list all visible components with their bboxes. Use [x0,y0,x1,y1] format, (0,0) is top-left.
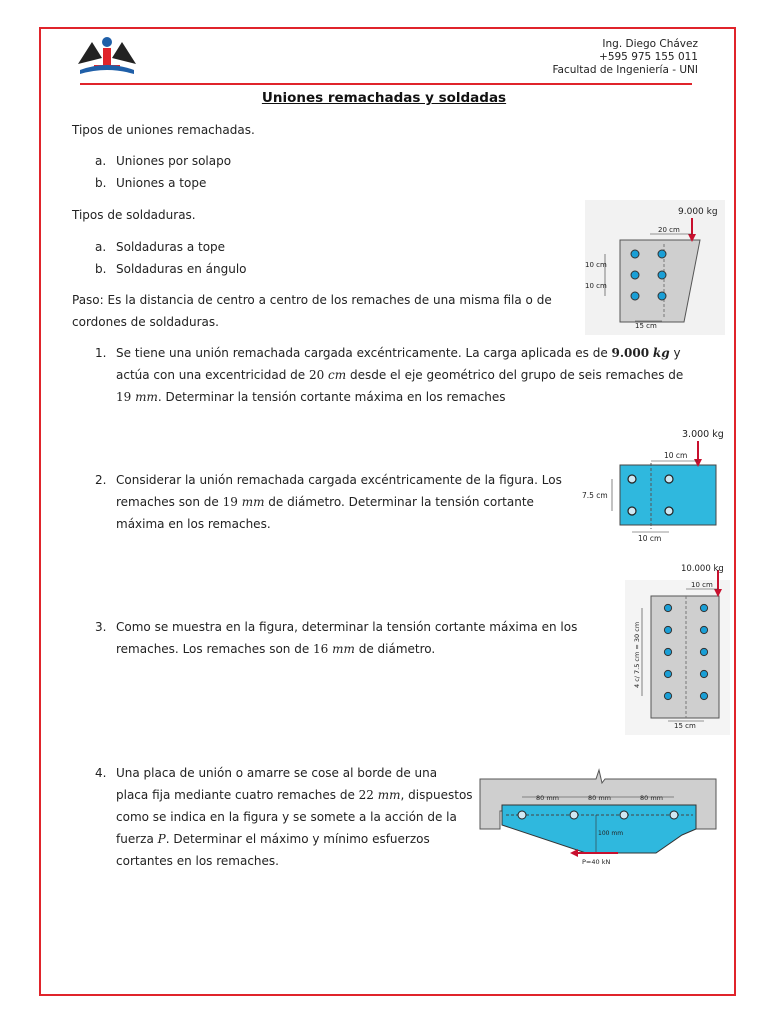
math-unit: mm [377,788,401,802]
math-unit: mm [135,390,158,404]
rivet [700,626,707,633]
text-span: de diámetro. [354,642,436,656]
dimension-label: 10 cm [638,534,662,543]
paso-line1: Es la distancia de centro a centro de los remaches de una misma fila o de [107,293,552,307]
math-value: 22 [358,788,374,802]
university-logo-icon [76,34,138,76]
page-title: Uniones remachadas y soldadas [261,90,507,106]
figure-2-diagram [580,425,730,545]
problem-1-line3 [116,386,505,408]
list-marker: b. [95,176,107,190]
rivet [620,811,628,819]
math-unit: cm [328,368,347,382]
math-value: 20 [308,368,325,382]
rivet [631,292,639,300]
dimension-label: 4 c/ 7.5 cm = 30 cm [633,621,641,688]
problem-number: 2. [95,473,107,487]
header-info [552,38,698,77]
text-span: placa fija mediante cuatro remaches de [116,788,359,802]
list-marker: b. [95,262,107,276]
rivet [658,292,666,300]
figure-3-diagram [625,560,730,735]
rivet [700,670,707,677]
math-unit: kg [652,346,670,360]
problem-3-line1: Como se muestra en la figura, determinar la tensión cortante máxima en los [116,620,578,634]
rivet [664,626,671,633]
faculty-name: Facultad de Ingeniería - UNI [552,64,698,76]
text-span: , dispuestos [400,788,473,802]
text-span: . Determinar la tensión cortante máxima en los remaches [157,390,506,404]
header-divider [80,83,692,85]
problem-4-line4 [116,828,430,850]
load-label: 9.000 kg [678,207,718,217]
rivet [664,604,671,611]
list-marker: a. [95,154,107,168]
problem-2-line2 [116,491,534,513]
text-span: y [669,346,681,360]
dimension-label: 15 cm [635,322,657,330]
problem-4-line1: Una placa de unión o amarre se cose al borde de una [116,766,438,780]
rivet [658,250,666,258]
dimension-label: 80 mm [640,794,664,802]
list-marker: a. [95,240,107,254]
rivet-types-heading: Tipos de uniones remachadas. [72,123,255,137]
text-span: remaches. Los remaches son de [116,642,314,656]
rivet [700,648,707,655]
rivet [700,604,707,611]
text-span: . Determinar el máximo y mínimo esfuerzos [165,832,430,846]
text-span: fuerza [116,832,158,846]
dimension-label: 15 cm [674,722,696,730]
rivet [664,692,671,699]
dimension-label: 100 mm [598,830,624,837]
math-value: 19 [116,390,132,404]
rivet [664,648,671,655]
author-name: Ing. Diego Chávez [602,38,698,50]
dimension-label: 10 cm [691,581,713,589]
text-span: actúa con una excentricidad de [116,368,309,382]
problem-number: 1. [95,346,107,360]
force-label: P=40 kN [582,858,611,866]
rivet [631,250,639,258]
list-item: Uniones a tope [116,176,207,190]
figure-1-diagram [580,200,725,335]
dimension-label: 10 cm [585,261,607,269]
math-value: 19 [222,495,238,509]
math-value: 16 [313,642,329,656]
rivet [570,811,578,819]
paso-label: Paso: [72,293,104,307]
problem-4-line2 [116,784,473,806]
problem-1-line1 [116,342,681,364]
text-span: remaches son de [116,495,223,509]
problem-2-line3: máxima en los remaches. [116,517,271,531]
math-unit: mm [332,642,355,656]
list-item: Uniones por solapo [116,154,232,168]
dimension-label: 80 mm [588,794,612,802]
problem-2-line1: Considerar la unión remachada cargada excéntricamente de la figura. Los [116,473,562,487]
math-value: 9.000 [611,346,650,360]
text-span: Se tiene una unión remachada cargada excéntricamente. La carga aplicada es de [116,346,612,360]
problem-4-line3: como se indica en la figura y se somete a la acción de la [116,810,457,824]
text-span: de diámetro. Determinar la tensión cortante [264,495,534,509]
list-item: Soldaduras a tope [116,240,226,254]
math-unit: mm [241,495,265,509]
list-item: Soldaduras en ángulo [116,262,247,276]
weld-types-heading: Tipos de soldaduras. [72,208,196,222]
paso-line2: cordones de soldaduras. [72,315,219,329]
paso-definition [72,289,552,311]
problem-4-line5: cortantes en los remaches. [116,854,279,868]
dimension-label: 10 cm [585,282,607,290]
rivet [670,811,678,819]
dimension-label: 10 cm [664,451,688,460]
rivet [628,475,636,483]
text-span: desde el eje geométrico del grupo de seis remaches de [346,368,684,382]
phone-number: +595 975 155 011 [599,51,698,63]
rivet [664,670,671,677]
rivet [665,507,673,515]
dimension-label: 7.5 cm [582,491,608,500]
load-label: 3.000 kg [682,429,724,440]
rivet [628,507,636,515]
dimension-label: 80 mm [536,794,560,802]
problem-3-line2 [116,638,435,660]
rivet [518,811,526,819]
rivet [631,271,639,279]
rivet [700,692,707,699]
dimension-label: 20 cm [658,226,680,234]
problem-number: 4. [95,766,107,780]
problem-1-line2 [116,364,683,386]
figure-4-diagram [478,765,728,875]
problem-number: 3. [95,620,107,634]
rivet [665,475,673,483]
load-label: 10.000 kg [681,564,724,574]
math-variable: P [157,832,166,846]
rivet [658,271,666,279]
